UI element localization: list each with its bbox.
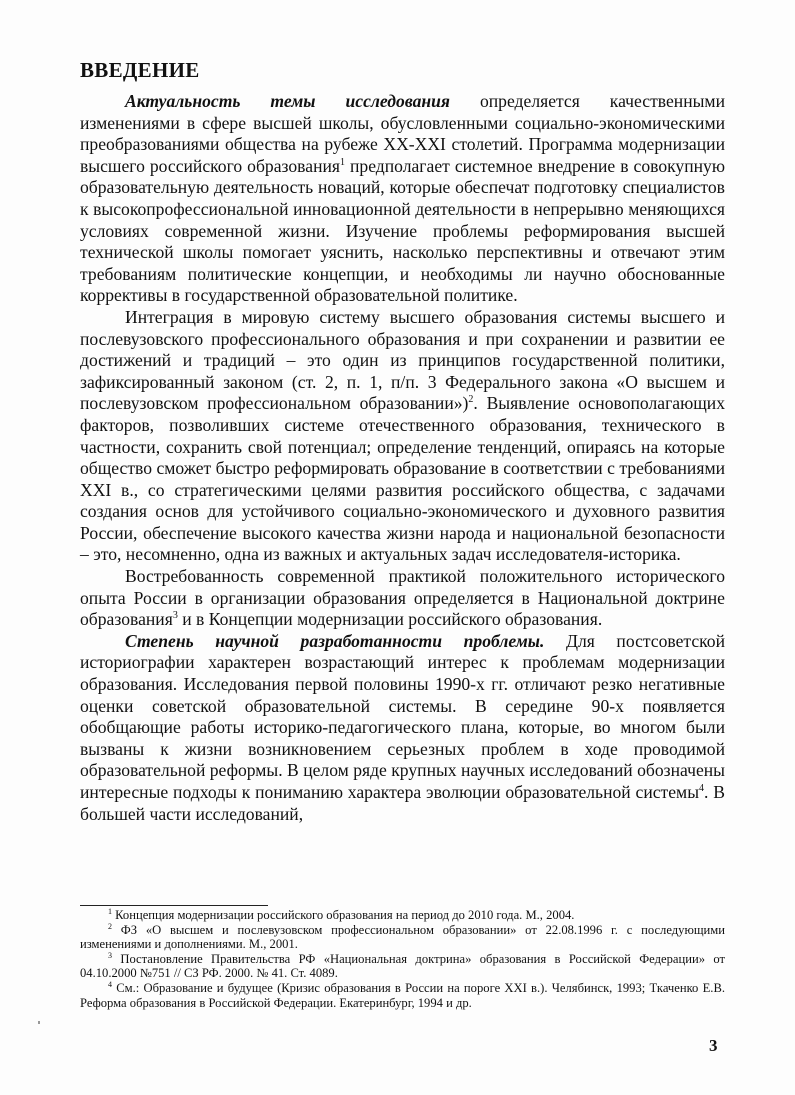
footnote: $^4$ См.: Образование и будущее (Кризис образования в России на пороге XXI в.). Челябинск, 1993; Ткаченко Е.В. Реформа образования в Российской Федерации. Екатеринбург, 1994 и др. (80, 979, 725, 1010)
footnote-divider (80, 905, 268, 906)
scan-speck (38, 1021, 40, 1024)
footnote: $^2$ ФЗ «О высшем и послевузовском профессиональном образовании» от 22.08.1996 г. с последующими изменениями и дополнениями. М., 2001. (80, 921, 725, 952)
footnote-ref[interactable]: 2 (468, 394, 474, 406)
paragraph-historiography: Степень научной разработанности проблемы. Для постсоветской историографии характерен возрастающий интерес к проблемам модернизации образования. Исследования первой половины 1990-х гг. отличают резко негативные оценки советской образовательной системы. В середине 90-х появляется обобщающие работы историко-педагогического плана, которые, во многом были вызваны к жизни возникновением серьезных проблем в ходе проводимой образовательной реформы. В целом ряде крупных научных исследований обозначены интересные подходы к пониманию характера эволюции образовательной системы$^4$. В большей части исследований, (80, 630, 725, 824)
body-text (80, 91, 725, 825)
paragraph-demand: Востребованность современной практикой положительного исторического опыта России в организации образования определяется в Национальной доктрине образования$^3$ и в Концепции модернизации российского образования. (80, 566, 725, 630)
footnote: $^3$ Постановление Правительства РФ «Национальная доктрина» образования в Российской Федерации» от 04.10.2000 №751 // СЗ РФ. 2000. № 41. Ст. 4089. (80, 950, 725, 981)
footnote: $^1$ Концепция модернизации российского образования на период до 2010 года. М., 2004. (108, 907, 575, 922)
footnote-ref[interactable]: 3 (172, 610, 178, 622)
lead-phrase: Степень научной разработанности проблемы. (125, 630, 545, 651)
page-number: 3 (709, 1036, 718, 1055)
footnote-ref[interactable]: 1 (340, 156, 345, 168)
paragraph-relevance: Актуальность темы исследования определяется качественными изменениями в сфере высшей школы, обусловленными социально-экономическими преобразованиями общества на рубеже XX-XXI столетий. Программа модернизации высшего российского образования$^1$ предполагает системное внедрение в совокупную образовательную деятельность новаций, которые обеспечат подготовку специалистов к высокопрофессиональной инновационной деятельности в непрерывно меняющихся условиях современной жизни. Изучение проблемы реформирования высшей технической школы помогает уяснить, насколько перспективны и отвечают этим требованиям политические концепции, и необходимы ли научно обоснованные коррективы в государственной образовательной политике. (80, 91, 725, 306)
footnote-ref[interactable]: 4 (699, 783, 705, 794)
footnotes (80, 908, 725, 1010)
paragraph-integration: Интеграция в мировую систему высшего образования системы высшего и послевузовского профессионального образования и при сохранении и развитии ее достижений и традиций – это один из принципов государственной политики, зафиксированный законом (ст. 2, п. 1, п/п. 3 Федерального закона «О высшем и послевузовском профессиональном образовании»)$^2$. Выявление основополагающих факторов, позволивших системе отечественного образования, технического в частности, сохранить свой потенциал; определение тенденций, опираясь на которые общество сможет быстро реформировать образование в соответствии с требованиями XXI в., со стратегическими целями развития российского общества, с задачами создания основ для устойчивого социально-экономического и духовного развития России, обеспечение высокого качества жизни народа и национальной безопасности – это, несомненно, одна из важных и актуальных задач исследователя-историка. (80, 306, 726, 565)
lead-phrase: Актуальность темы исследования (125, 91, 450, 111)
section-heading: ВВЕДЕНИЕ (80, 58, 200, 82)
